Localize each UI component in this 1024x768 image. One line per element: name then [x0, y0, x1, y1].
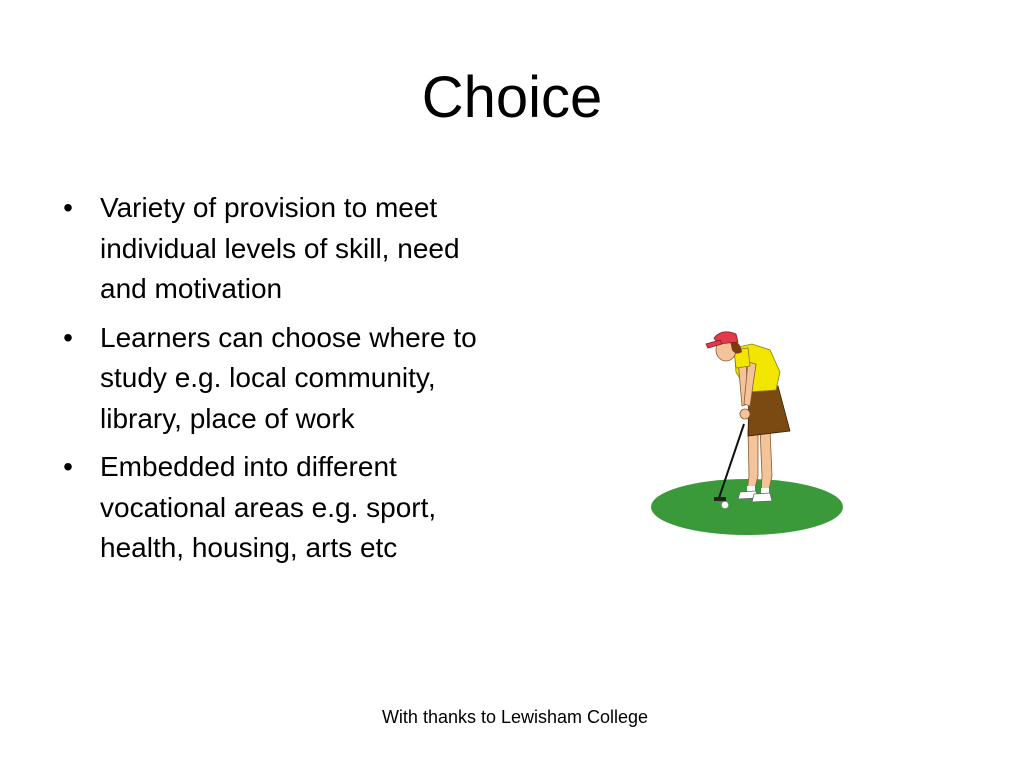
bullet-text: Embedded into different vocational areas e.g. sport, health, housing, arts etc [100, 451, 437, 563]
golfer-icon [648, 326, 848, 538]
bullet-marker: • [63, 451, 73, 482]
bullet-text: Variety of provision to meet individual levels of skill, need and motivation [100, 192, 460, 304]
slide-title: Choice [421, 65, 603, 130]
bullet-item [58, 447, 498, 569]
bullet-text: Learners can choose where to study e.g. local community, library, place of work [100, 321, 477, 434]
bullet-list [58, 188, 498, 577]
skirt [748, 386, 790, 436]
footer-credit: With thanks to Lewisham College [381, 707, 649, 727]
golf-ball [722, 502, 729, 509]
bullet-marker: • [63, 321, 73, 353]
putter-head [714, 497, 726, 501]
shoe [752, 493, 772, 502]
bullet-item [58, 188, 498, 310]
bullet-marker: • [63, 192, 73, 223]
bullet-item [58, 318, 498, 440]
